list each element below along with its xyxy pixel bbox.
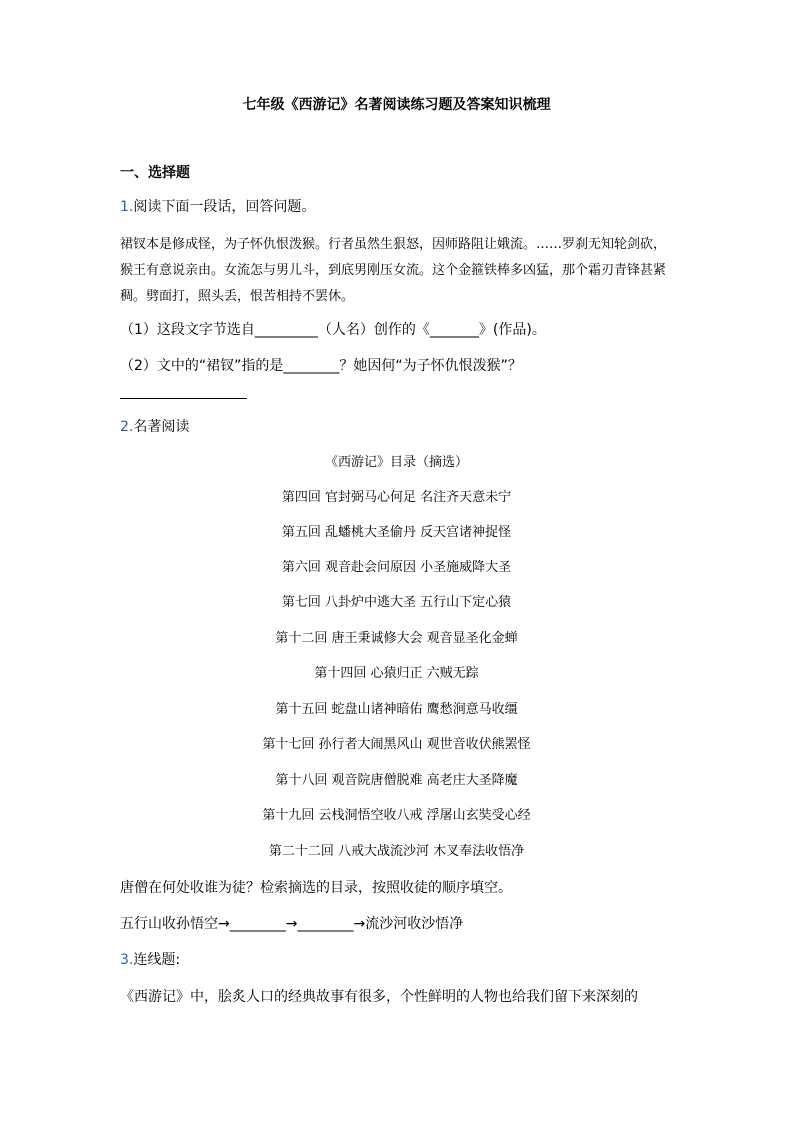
question-number: 1 — [120, 199, 129, 215]
answer-blank-line — [120, 398, 247, 399]
toc-chapter: 第十八回 观音院唐僧脱难 高老庄大圣降魔 — [275, 773, 518, 788]
toc-chapter: 第四回 官封弼马心何足 名注齐天意未宁 — [281, 490, 512, 505]
page-title: 七年级《西游记》名著阅读练习题及答案知识梳理 — [242, 97, 551, 113]
question-2-prompt — [120, 417, 189, 437]
question-number-dot: . — [128, 199, 134, 215]
question-number-dot: . — [128, 952, 134, 968]
toc-title: 《西游记》目录（摘选） — [324, 455, 468, 470]
toc-chapter: 第十九回 云栈洞悟空收八戒 浮屠山玄奘受心经 — [262, 808, 531, 823]
toc-chapter: 第十五回 蛇盘山诸神暗佑 鹰愁涧意马收缰 — [275, 702, 518, 717]
toc-chapter: 第十二回 唐王秉诚修大会 观音显圣化金蝉 — [275, 631, 518, 646]
poem-passage: 裙钗本是修成怪，为子怀仇恨泼猴。行者虽然生狠怒，因师路阻让娥流。……罗刹无知轮剑砍，猴王有意说亲由。女流怎与男儿斗，到底男刚压女流。这个金箍铁棒多凶猛，那个霜刃青锋甚紧稠。劈面打，照头丢，恨苦相持不罢休。 — [120, 237, 667, 304]
question-1-prompt — [120, 197, 315, 217]
question-3-prompt — [120, 950, 180, 970]
fill-in-blank-line: 五行山收孙悟空→________→________→流沙河收沙悟净 — [120, 916, 464, 932]
question-number: 3 — [120, 952, 129, 968]
question-number: 2 — [120, 419, 129, 435]
sub-question-2: （2）文中的“裙钗”指的是________？她因何“为子怀仇恨泼猴”？ — [120, 358, 522, 374]
toc-chapter: 第七回 八卦炉中逃大圣 五行山下定心猿 — [281, 595, 512, 610]
question-1-text: 阅读下面一段话，回答问题。 — [133, 199, 316, 215]
toc-chapter: 第五回 乱蟠桃大圣偷丹 反天宫诸神捉怪 — [281, 525, 512, 540]
question-number-dot: . — [128, 419, 134, 435]
toc-chapter: 第二十二回 八戒大战流沙河 木叉奉法收悟净 — [268, 844, 525, 859]
question-2-instruction: 唐僧在何处收谁为徒？检索摘选的目录，按照收徒的顺序填空。 — [120, 880, 512, 896]
section-heading: 一、选择题 — [120, 165, 190, 181]
question-3-intro: 《西游记》中，脍炙人口的经典故事有很多，个性鲜明的人物也给我们留下来深刻的 — [120, 989, 638, 1005]
toc-chapter: 第十七回 孙行者大闹黑风山 观世音收伏熊罴怪 — [262, 737, 531, 752]
sub-question-1: （1）这段文字节选自_________（人名）创作的《_______》(作品)。 — [120, 322, 546, 338]
question-3-text: 连线题: — [133, 952, 181, 968]
question-2-text: 名著阅读 — [133, 419, 190, 435]
toc-chapter: 第十四回 心猿归正 六贼无踪 — [314, 666, 479, 681]
toc-chapter: 第六回 观音赴会问原因 小圣施威降大圣 — [281, 560, 512, 575]
